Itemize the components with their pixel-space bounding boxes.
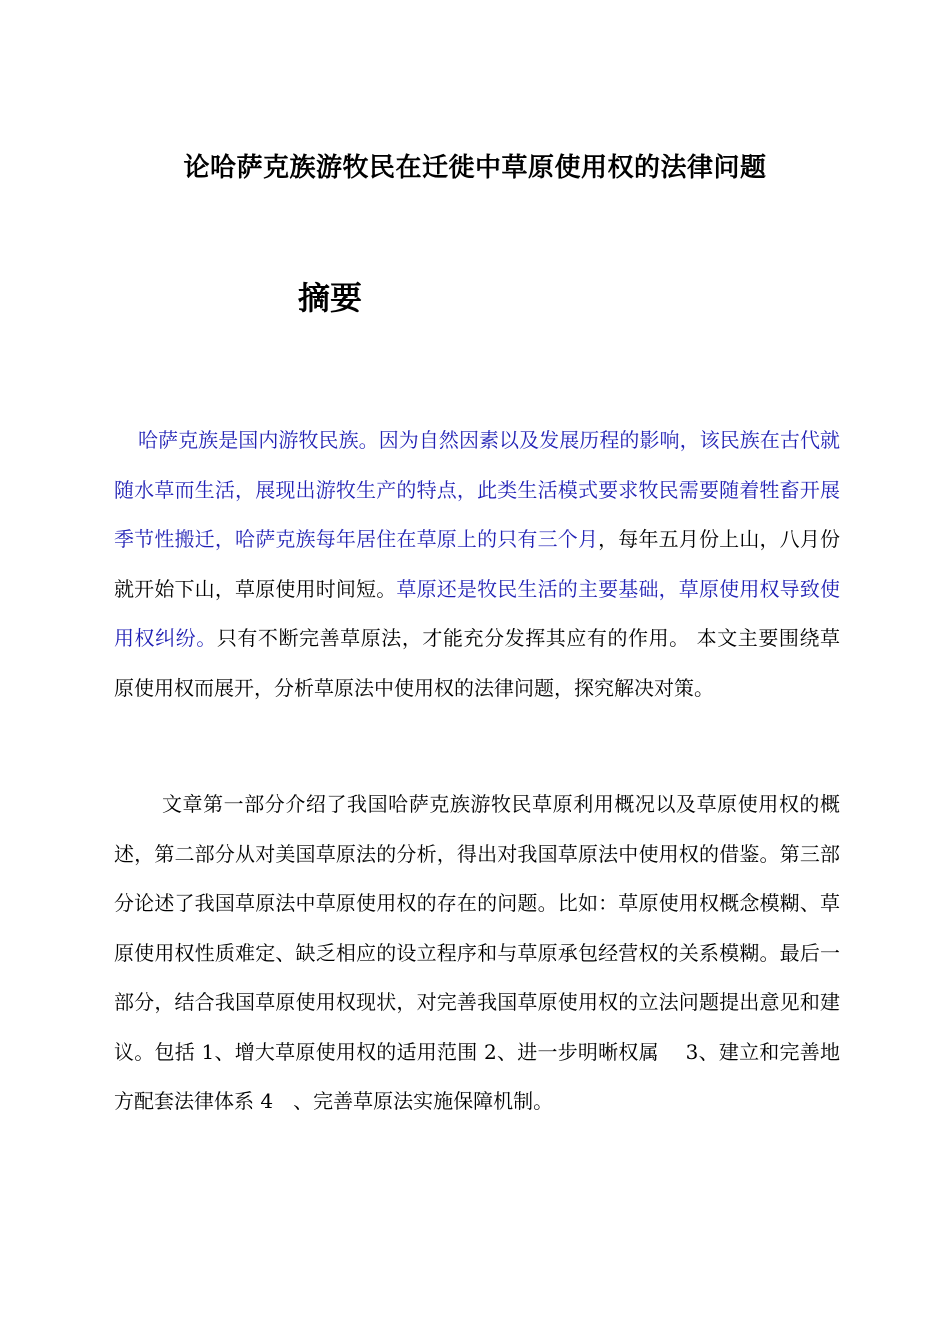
paragraph-1-segment-4: 只有不断完善草原法，才能充分发挥其应有的作用。 本文主要围绕草原使用权而展开，分析草原法中使用权的法律问题，探究解决对策。 xyxy=(114,626,841,700)
abstract-paragraph-1 xyxy=(114,416,840,713)
paragraph-1-segment-3: 草原还是牧民生活的主要基础，草原使用权导致使用权纠纷。 xyxy=(114,576,841,650)
abstract-heading: 摘要 xyxy=(298,279,363,317)
paragraph-1-segment-1: 哈萨克族是国内游牧民族。因为自然因素以及发展历程的影响，该民族在古代就随水草而生活，展现出游牧生产的特点，此类生活模式要求牧民需要随着牲畜开展季节性搬迁，哈萨克族每年居住在草原上的只有三个月 xyxy=(114,428,840,551)
paragraph-1-segment-2: ，每年五月份上山，八月份就开始下山，草原使用时间短。 xyxy=(114,527,841,601)
abstract-paragraph-2: 文章第一部分介绍了我国哈萨克族游牧民草原利用概况以及草原使用权的概述，第二部分从对美国草原法的分析，得出对我国草原法中使用权的借鉴。第三部分论述了我国草原法中草原使用权的存在的问题。比如：草原使用权概念模糊、草原使用权性质难定、缺乏相应的设立程序和与草原承包经营权的关系模糊。最后一部分，结合我国草原使用权现状，对完善我国草原使用权的立法问题提出意见和建议。包括 1、增大草原使用权的适用范围 2、进一步明晰权属 3、建立和完善地方配套法律体系 4 、完善草原法实施保障机制。 xyxy=(114,792,840,1113)
document-title: 论哈萨克族游牧民在迁徙中草原使用权的法律问题 xyxy=(183,153,767,183)
